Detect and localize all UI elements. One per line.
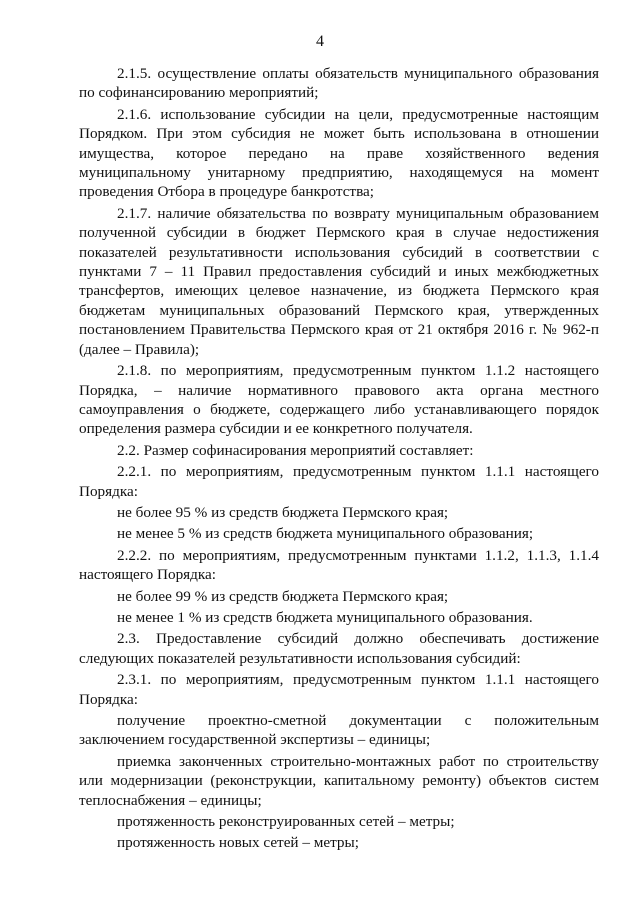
list-item-municipal-share-1: не менее 1 % из средств бюджета муниципального образования. <box>117 608 533 626</box>
indicator-reconstructed-networks: протяженность реконструированных сетей – метры; <box>117 813 455 831</box>
paragraph-2-1-5: 2.1.5. осуществление оплаты обязательств муниципального образования по софинансированию мероприятий; <box>79 65 599 102</box>
paragraph-2-3: 2.3. Предоставление субсидий должно обеспечивать достижение следующих показателей результативности использования субсидий: <box>79 630 599 667</box>
paragraph-2-2: 2.2. Размер софинасирования мероприятий составляет: <box>117 441 474 459</box>
paragraph-2-2-2: 2.2.2. по мероприятиям, предусмотренным пунктами 1.1.2, 1.1.3, 1.1.4 настоящего Порядка: <box>79 546 599 584</box>
paragraph-2-1-8: 2.1.8. по мероприятиям, предусмотренным пунктом 1.1.2 настоящего Порядка, – наличие нормативного правового акта органа местного самоуправления о бюджете, содержащего либо устанавливающего порядок определения размера субсидии и ее конкретного получателя. <box>79 362 599 438</box>
page-number: 4 <box>316 33 324 50</box>
list-item-municipal-share-5: не менее 5 % из средств бюджета муниципального образования; <box>117 525 534 543</box>
list-item-regional-share-95: не более 95 % из средств бюджета Пермского края; <box>117 503 449 521</box>
paragraph-2-1-6: 2.1.6. использование субсидии на цели, предусмотренные настоящим Порядком. При этом субсидия не может быть использована в отношении имущества, которое передано на праве хозяйственного ведения муниципальному унитарному предприятию, находящемуся на момент проведения Отбора в процедуре банкротства; <box>79 105 599 201</box>
indicator-construction-acceptance: приемка законченных строительно-монтажных работ по строительству или модернизации (реконструкции, капитальному ремонту) объектов систем теплоснабжения – единицы; <box>79 752 599 809</box>
document-body <box>79 64 599 853</box>
indicator-new-networks: протяженность новых сетей – метры; <box>117 834 359 852</box>
paragraph-2-3-1: 2.3.1. по мероприятиям, предусмотренным пунктом 1.1.1 настоящего Порядка: <box>79 671 599 708</box>
paragraph-2-1-7: 2.1.7. наличие обязательства по возврату муниципальным образованием полученной субсидии в бюджет Пермского края в случае недостижения показателей результативности использования субсидий в соответствии с пунктами 7 – 11 Правил предоставления субсидий и иных межбюджетных трансфертов, имеющих целевое назначение, из бюджета Пермского края бюджетам муниципальных образований Пермского края, утвержденных постановлением Правительства Пермского края от 21 октября 2016 г. № 962-п (далее – Правила); <box>79 204 599 358</box>
paragraph-2-2-1: 2.2.1. по мероприятиям, предусмотренным пунктом 1.1.1 настоящего Порядка: <box>79 463 599 500</box>
indicator-design-documentation: получение проектно-сметной документации с положительным заключением государственной экспертизы – единицы; <box>79 712 599 749</box>
list-item-regional-share-99: не более 99 % из средств бюджета Пермского края; <box>117 587 449 605</box>
